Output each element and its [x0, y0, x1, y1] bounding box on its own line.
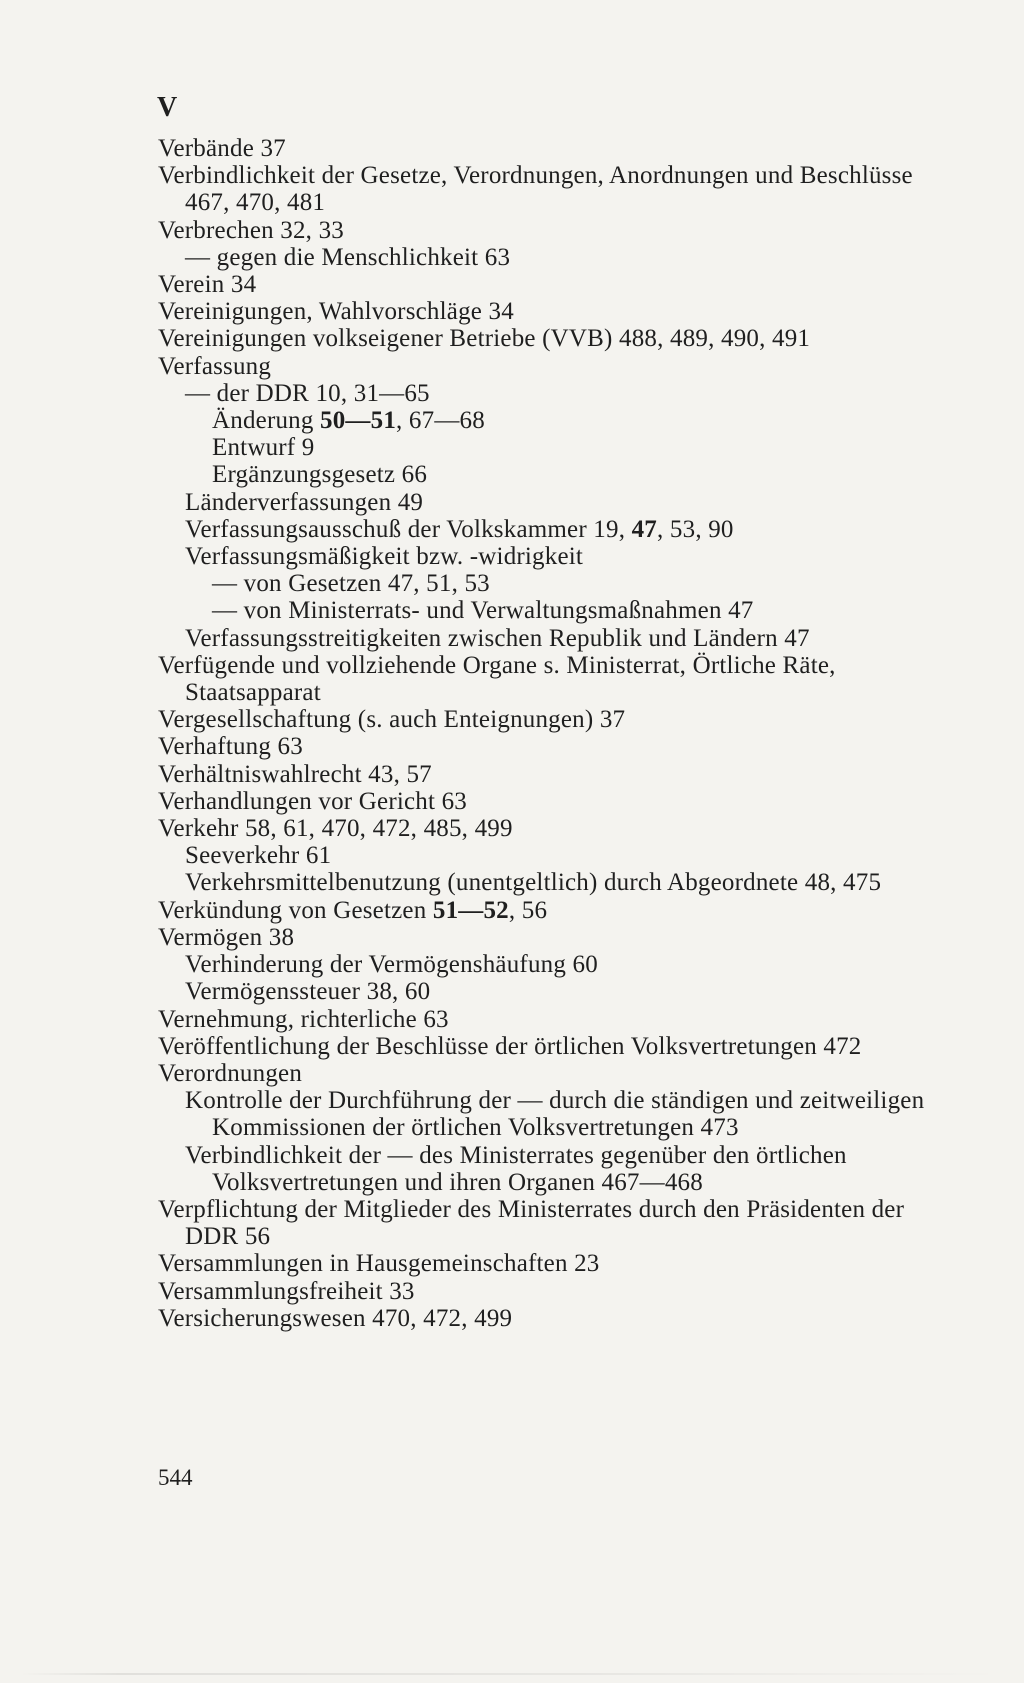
index-entry-text: Vermögen 38	[158, 923, 295, 951]
index-entry-text: Verkehr 58, 61, 470, 472, 485, 499	[158, 815, 513, 843]
index-entry-text: Verhältniswahlrecht 43, 57	[158, 760, 432, 788]
index-entry-text: — von Ministerrats- und Verwaltungsmaßnahmen 47	[212, 597, 754, 625]
index-entry-text: Verbände 37	[158, 135, 286, 162]
index-entry	[158, 1142, 934, 1196]
index-entry	[158, 1196, 934, 1250]
index-entry-text: Versammlungsfreiheit 33	[158, 1277, 415, 1305]
index-entry	[158, 1278, 934, 1305]
index-entry-text: Verordnungen	[158, 1059, 303, 1087]
index-entry	[158, 1305, 934, 1332]
index-entry	[158, 217, 934, 244]
index-entry-text: Verfügende und vollziehende Organe s. Ministerrat, Örtliche Räte, Staatsapparat	[158, 651, 836, 707]
index-entry-text: Verhandlungen vor Gericht 63	[158, 787, 467, 815]
index-entry	[158, 271, 934, 298]
index-entry	[158, 1087, 934, 1141]
index-entry	[158, 162, 934, 216]
index-entry	[158, 625, 934, 652]
index-entry	[158, 353, 934, 380]
index-entry	[158, 815, 934, 842]
index-entry-text: — gegen die Menschlichkeit 63	[185, 243, 511, 271]
index-entry	[158, 1033, 934, 1060]
index-entry	[158, 924, 934, 951]
index-entry	[158, 706, 934, 733]
index-entry	[158, 489, 934, 516]
index-entry-text: Verhaftung 63	[158, 733, 303, 761]
index-entry	[158, 434, 934, 461]
index-entry-text: Verfassungsstreitigkeiten zwischen Republik und Ländern 47	[185, 624, 810, 652]
index-entry-bold-pages: 51—52	[432, 896, 509, 924]
index-entry-text: Kontrolle der Durchführung der — durch die ständigen und zeitweiligen Kommissionen der örtlichen Volksvertretungen 473	[185, 1087, 925, 1142]
section-letter: V	[157, 92, 178, 123]
index-entry-text: Verfassungsmäßigkeit bzw. -widrigkeit	[185, 543, 584, 571]
index-list	[158, 135, 934, 1332]
index-entry-text: — von Gesetzen 47, 51, 53	[212, 570, 490, 598]
index-entry-text: Änderung	[212, 407, 321, 435]
index-entry-text: Entwurf 9	[212, 434, 315, 462]
index-entry	[158, 842, 934, 869]
index-entry-text: Versammlungen in Hausgemeinschaften 23	[158, 1250, 600, 1278]
index-entry-text: Vergesellschaftung (s. auch Enteignungen) 37	[158, 706, 626, 734]
page-bottom-edge	[20, 1673, 1004, 1675]
index-entry	[158, 380, 934, 407]
index-entry	[158, 461, 934, 488]
index-entry-text: Länderverfassungen 49	[185, 488, 424, 516]
index-entry-bold-pages: 47	[631, 515, 658, 543]
index-entry	[158, 325, 934, 352]
index-entry	[158, 244, 934, 271]
index-entry	[158, 869, 934, 896]
index-entry-text: Verbrechen 32, 33	[158, 216, 344, 244]
index-entry-text: Versicherungswesen 470, 472, 499	[158, 1304, 513, 1332]
index-entry	[158, 951, 934, 978]
index-entry-text: Verhinderung der Vermögenshäufung 60	[185, 951, 598, 979]
index-entry	[158, 897, 934, 924]
index-entry-text: Vermögenssteuer 38, 60	[185, 978, 431, 1006]
index-entry-bold-pages: 50—51	[320, 407, 397, 435]
index-entry	[158, 1250, 934, 1277]
index-entry	[158, 135, 934, 162]
index-entry-text: Vereinigungen volkseigener Betriebe (VVB) 488, 489, 490, 491	[158, 325, 811, 353]
index-entry-text: Veröffentlichung der Beschlüsse der örtlichen Volksvertretungen 472	[158, 1032, 862, 1060]
index-entry-text: Vernehmung, richterliche 63	[158, 1005, 449, 1033]
index-entry	[158, 543, 934, 570]
index-entry	[158, 788, 934, 815]
index-entry-pages: , 56	[508, 896, 548, 924]
index-entry	[158, 652, 934, 706]
index-entry-text: Verfassungsausschuß der Volkskammer 19,	[185, 515, 632, 543]
index-entry-text: Ergänzungsgesetz 66	[212, 461, 428, 489]
index-entry-text: — der DDR 10, 31—65	[185, 379, 430, 407]
index-entry-text: Verein 34	[158, 271, 257, 299]
index-entry-text: Verpflichtung der Mitglieder des Ministerrates durch den Präsidenten der DDR 56	[158, 1195, 905, 1251]
index-entry-text: Seeverkehr 61	[185, 842, 332, 870]
index-entry	[158, 1006, 934, 1033]
index-entry-text: Verfassung	[158, 352, 272, 380]
index-entry	[158, 407, 934, 434]
index-entry	[158, 761, 934, 788]
index-entry	[158, 597, 934, 624]
index-entry-text: Vereinigungen, Wahlvorschläge 34	[158, 298, 514, 326]
index-entry	[158, 733, 934, 760]
index-entry-text: Verbindlichkeit der Gesetze, Verordnungen, Anordnungen und Beschlüsse 467, 470, 481	[158, 162, 913, 217]
index-entry	[158, 516, 934, 543]
index-entry-pages: , 53, 90	[657, 515, 734, 543]
index-entry	[158, 570, 934, 597]
index-entry	[158, 978, 934, 1005]
index-entry	[158, 298, 934, 325]
index-entry-text: Verkündung von Gesetzen	[158, 896, 433, 924]
page-number: 544	[158, 1465, 193, 1490]
index-entry-text: Verbindlichkeit der — des Ministerrates gegenüber den örtlichen Volksvertretungen und ihren Organen 467—468	[185, 1141, 847, 1196]
index-entry-pages: , 67—68	[396, 407, 485, 435]
index-entry-text: Verkehrsmittelbenutzung (unentgeltlich) durch Abgeordnete 48, 475	[185, 869, 882, 897]
index-entry	[158, 1060, 934, 1087]
